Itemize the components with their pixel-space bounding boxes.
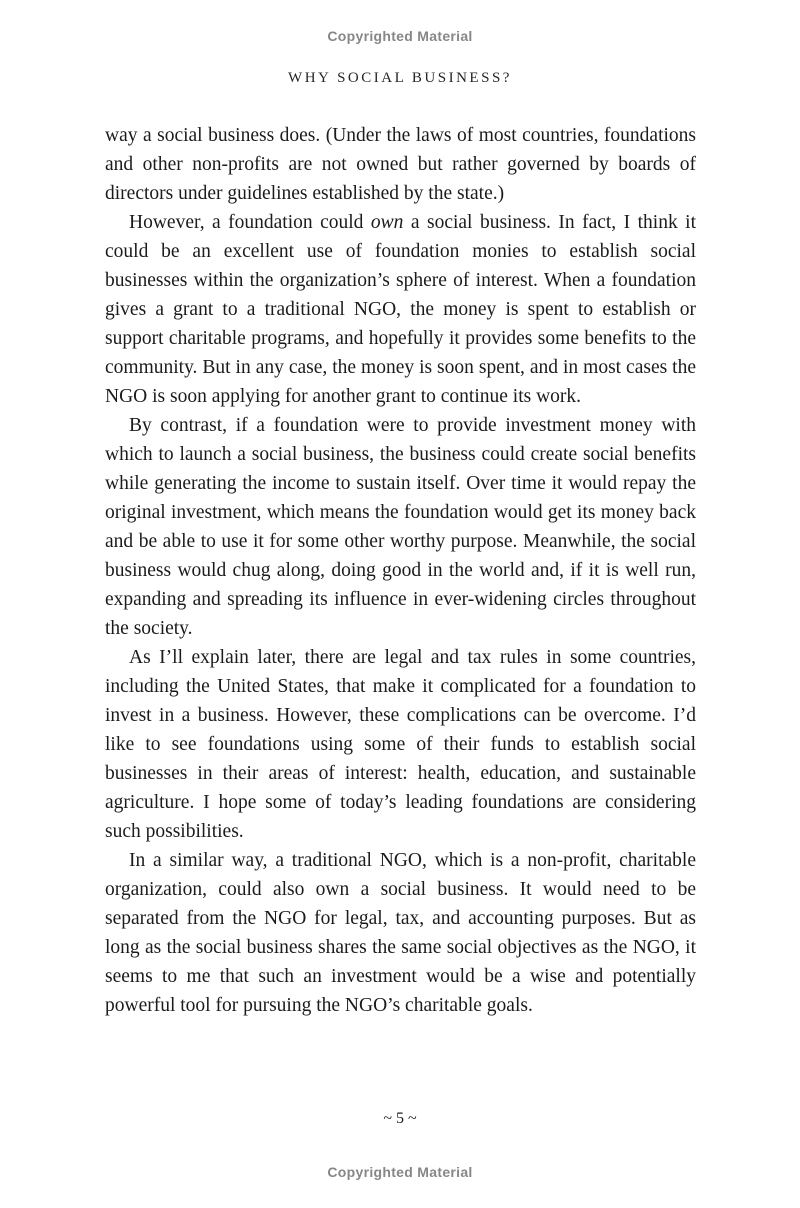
copyright-notice-top: Copyrighted Material [327,28,473,44]
page-number: ~ 5 ~ [383,1110,417,1127]
paragraph-2 [105,208,696,411]
paragraph-5: In a similar way, a traditional NGO, which is a non-profit, charitable organization, could also own a social business. It would need to be separated from the NGO for legal, tax, and accounting purposes. But as long as the social business shares the same social objectives as the NGO, it seems to me that such an investment would be a wise and potentially powerful tool for pursuing the NGO’s charitable goals. [105,850,696,1016]
paragraph-3: By contrast, if a foundation were to provide investment money with which to launch a social business, the business could create social benefits while generating the income to sustain itself. Over time it would repay the original investment, which means the foundation would get its money back and be able to use it for some other worthy purpose. Meanwhile, the social business would chug along, doing good in the world and, if it is well run, expanding and spreading its influence in ever-widening circles throughout the society. [105,415,696,639]
paragraph-2-rest: a social business. In fact, I think it could be an excellent use of foundation monies to establish social businesses within the organization’s sphere of interest. When a foundation gives a grant to a traditional NGO, the money is spent to establish or support charitable programs, and hopefully it provides some benefits to the community. But in any case, the money is soon spent, and in most cases the NGO is soon applying for another grant to continue its work. [105,212,696,407]
paragraph-2-lead: However, a foundation could [129,212,371,233]
copyright-notice-bottom: Copyrighted Material [327,1164,473,1180]
paragraph-4: As I’ll explain later, there are legal and tax rules in some countries, including the United States, that make it complicated for a foundation to invest in a business. However, these complications can be overcome. I’d like to see foundations using some of their funds to establish social businesses in their areas of interest: health, education, and sustainable agriculture. I hope some of today’s leading foundations are considering such possibilities. [105,647,696,842]
paragraph-1: way a social business does. (Under the laws of most countries, foundations and other non-profits are not owned but rather governed by boards of directors under guidelines established by the state.) [105,125,696,204]
chapter-running-header: WHY SOCIAL BUSINESS? [288,70,512,86]
page-body [105,121,696,1020]
paragraph-2-italic-word: own [370,212,404,233]
